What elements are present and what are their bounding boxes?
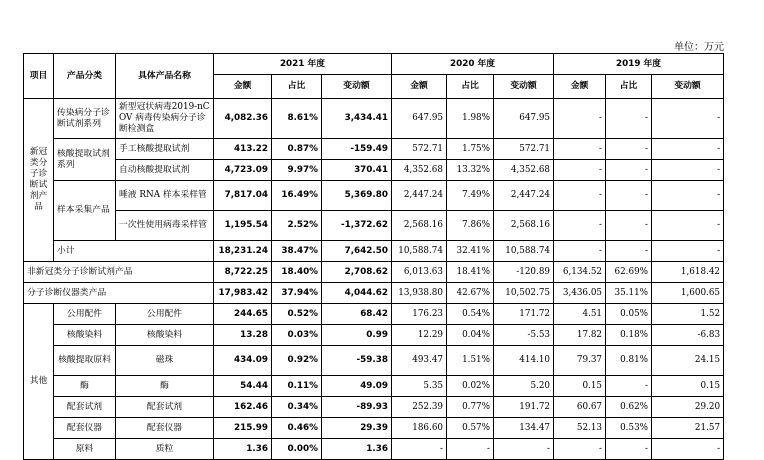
product-cell: 唾液 RNA 样本采样管 (116, 181, 214, 211)
table-row (24, 376, 724, 397)
change-2020: -5.53 (494, 325, 554, 346)
amount-2020: 493.47 (392, 346, 447, 376)
change-2019: - (652, 439, 724, 460)
amount-2019: 52.13 (554, 418, 606, 439)
category-cell: 配套试剂 (54, 397, 116, 418)
change-2021: 5,369.80 (322, 181, 392, 211)
ratio-2020: 1.51% (447, 346, 494, 376)
table-row (24, 397, 724, 418)
change-2021: 370.41 (322, 160, 392, 181)
product-cell: 自动核酸提取试剂 (116, 160, 214, 181)
product-cell: 一次性使用病毒采样管 (116, 211, 214, 241)
row-label: 分子诊断仪器类产品 (24, 283, 214, 304)
change-2021: 29.39 (322, 418, 392, 439)
ratio-2021: 9.97% (272, 160, 322, 181)
table-row (24, 304, 724, 325)
ratio-2020: - (447, 439, 494, 460)
ratio-2021: 0.52% (272, 304, 322, 325)
change-2020: 5.20 (494, 376, 554, 397)
ratio-2020: 7.86% (447, 211, 494, 241)
ratio-2021: 0.03% (272, 325, 322, 346)
amount-2019: - (554, 139, 606, 160)
amount-2019: 17.82 (554, 325, 606, 346)
change-2019: - (652, 139, 724, 160)
change-2021: 49.09 (322, 376, 392, 397)
change-2020: 572.71 (494, 139, 554, 160)
amount-2021: 162.46 (214, 397, 272, 418)
table-row (24, 418, 724, 439)
change-2021: 1.36 (322, 439, 392, 460)
change-2020: 10,502.75 (494, 283, 554, 304)
ratio-2020: 32.41% (447, 241, 494, 262)
category-cell: 配套仪器 (54, 418, 116, 439)
amount-2020: 176.23 (392, 304, 447, 325)
change-2020: 10,588.74 (494, 241, 554, 262)
category-cell: 传染病分子诊断试剂系列 (54, 99, 116, 139)
ratio-2021: 18.40% (272, 262, 322, 283)
change-2019: 24.15 (652, 346, 724, 376)
header-ratio-2020: 占比 (447, 75, 494, 99)
amount-2021: 17,983.42 (214, 283, 272, 304)
category-cell: 酶 (54, 376, 116, 397)
amount-2020: 4,352.68 (392, 160, 447, 181)
change-2019: - (652, 99, 724, 139)
ratio-2019: - (606, 241, 652, 262)
table-row (24, 283, 724, 304)
product-cell: 核酸染料 (116, 325, 214, 346)
amount-2021: 7,817.04 (214, 181, 272, 211)
header-2021: 2021 年度 (214, 54, 392, 75)
table-row (24, 325, 724, 346)
amount-2019: - (554, 160, 606, 181)
product-cell: 配套试剂 (116, 397, 214, 418)
product-cell: 质粒 (116, 439, 214, 460)
change-2020: 647.95 (494, 99, 554, 139)
ratio-2020: 1.98% (447, 99, 494, 139)
change-2019: 1,600.65 (652, 283, 724, 304)
revenue-table (23, 53, 724, 460)
change-2020: 2,568.16 (494, 211, 554, 241)
change-2019: - (652, 181, 724, 211)
header-amount-2020: 金额 (392, 75, 447, 99)
amount-2021: 244.65 (214, 304, 272, 325)
change-2020: 2,447.24 (494, 181, 554, 211)
ratio-2021: 37.94% (272, 283, 322, 304)
table-row (24, 346, 724, 376)
amount-2021: 8,722.25 (214, 262, 272, 283)
change-2020: -120.89 (494, 262, 554, 283)
row-label: 非新冠类分子诊断试剂产品 (24, 262, 214, 283)
change-2019: 1,618.42 (652, 262, 724, 283)
ratio-2019: 0.62% (606, 397, 652, 418)
ratio-2020: 1.75% (447, 139, 494, 160)
ratio-2019: - (606, 439, 652, 460)
amount-2021: 13.28 (214, 325, 272, 346)
change-2021: -59.38 (322, 346, 392, 376)
amount-2020: 13,938.80 (392, 283, 447, 304)
change-2021: 4,044.62 (322, 283, 392, 304)
change-2019: 0.15 (652, 376, 724, 397)
amount-2021: 18,231.24 (214, 241, 272, 262)
change-2021: 0.99 (322, 325, 392, 346)
amount-2019: 60.67 (554, 397, 606, 418)
amount-2019: 6,134.52 (554, 262, 606, 283)
amount-2020: 10,588.74 (392, 241, 447, 262)
ratio-2020: 0.54% (447, 304, 494, 325)
table-row (24, 262, 724, 283)
amount-2020: 6,013.63 (392, 262, 447, 283)
category-cell: 样本采集产品 (54, 181, 116, 241)
table-row (24, 439, 724, 460)
category-cell: 核酸提取原料 (54, 346, 116, 376)
amount-2020: - (392, 439, 447, 460)
header-row-years (24, 54, 724, 75)
ratio-2019: - (606, 99, 652, 139)
ratio-2020: 0.77% (447, 397, 494, 418)
header-2020: 2020 年度 (392, 54, 554, 75)
header-2019: 2019 年度 (554, 54, 724, 75)
amount-2020: 12.29 (392, 325, 447, 346)
amount-2019: - (554, 211, 606, 241)
amount-2021: 4,082.36 (214, 99, 272, 139)
ratio-2021: 0.87% (272, 139, 322, 160)
change-2020: 414.10 (494, 346, 554, 376)
ratio-2021: 16.49% (272, 181, 322, 211)
product-cell: 配套仪器 (116, 418, 214, 439)
change-2019: 29.20 (652, 397, 724, 418)
ratio-2020: 18.41% (447, 262, 494, 283)
ratio-2019: - (606, 376, 652, 397)
change-2020: 191.72 (494, 397, 554, 418)
ratio-2019: - (606, 160, 652, 181)
amount-2019: 79.37 (554, 346, 606, 376)
ratio-2020: 42.67% (447, 283, 494, 304)
table-row (24, 99, 724, 139)
table-row (24, 181, 724, 211)
amount-2021: 215.99 (214, 418, 272, 439)
amount-2020: 2,568.16 (392, 211, 447, 241)
header-change-2021: 变动额 (322, 75, 392, 99)
header-category: 产品分类 (54, 54, 116, 99)
change-2021: -89.93 (322, 397, 392, 418)
ratio-2019: 62.69% (606, 262, 652, 283)
amount-2019: - (554, 241, 606, 262)
change-2021: 68.42 (322, 304, 392, 325)
product-cell: 磁珠 (116, 346, 214, 376)
amount-2020: 252.39 (392, 397, 447, 418)
change-2019: - (652, 160, 724, 181)
header-product: 具体产品名称 (116, 54, 214, 99)
amount-2021: 434.09 (214, 346, 272, 376)
category-cell: 公用配件 (54, 304, 116, 325)
table-row (24, 139, 724, 160)
header-item: 项目 (24, 54, 54, 99)
product-cell: 酶 (116, 376, 214, 397)
ratio-2020: 13.32% (447, 160, 494, 181)
amount-2020: 186.60 (392, 418, 447, 439)
category-cell: 核酸染料 (54, 325, 116, 346)
ratio-2021: 0.11% (272, 376, 322, 397)
amount-2019: - (554, 99, 606, 139)
change-2019: 21.57 (652, 418, 724, 439)
change-2019: - (652, 241, 724, 262)
change-2021: 2,708.62 (322, 262, 392, 283)
ratio-2021: 0.46% (272, 418, 322, 439)
amount-2020: 572.71 (392, 139, 447, 160)
change-2020: - (494, 439, 554, 460)
change-2021: -1,372.62 (322, 211, 392, 241)
change-2020: 134.47 (494, 418, 554, 439)
header-amount-2019: 金额 (554, 75, 606, 99)
category-cell: 原料 (54, 439, 116, 460)
product-cell: 新型冠状病毒2019-nCOV 病毒传染病分子诊断检测盒 (116, 99, 214, 139)
header-amount-2021: 金额 (214, 75, 272, 99)
change-2021: 7,642.50 (322, 241, 392, 262)
amount-2020: 2,447.24 (392, 181, 447, 211)
subtotal-row (24, 241, 724, 262)
header-change-2019: 变动额 (652, 75, 724, 99)
ratio-2019: 0.53% (606, 418, 652, 439)
amount-2021: 54.44 (214, 376, 272, 397)
change-2021: 3,434.41 (322, 99, 392, 139)
ratio-2019: - (606, 211, 652, 241)
table-row (24, 211, 724, 241)
change-2021: -159.49 (322, 139, 392, 160)
ratio-2021: 0.00% (272, 439, 322, 460)
change-2020: 171.72 (494, 304, 554, 325)
header-ratio-2021: 占比 (272, 75, 322, 99)
amount-2021: 4,723.09 (214, 160, 272, 181)
amount-2021: 1.36 (214, 439, 272, 460)
ratio-2019: - (606, 181, 652, 211)
amount-2019: - (554, 181, 606, 211)
ratio-2019: 0.05% (606, 304, 652, 325)
group-covid-label: 新冠类分子诊断试剂产品 (24, 99, 54, 262)
ratio-2020: 0.57% (447, 418, 494, 439)
unit-label: 单位：万元 (674, 42, 724, 53)
product-cell: 手工核酸提取试剂 (116, 139, 214, 160)
product-cell: 公用配件 (116, 304, 214, 325)
amount-2019: 4.51 (554, 304, 606, 325)
amount-2021: 413.22 (214, 139, 272, 160)
amount-2020: 647.95 (392, 99, 447, 139)
change-2019: 1.52 (652, 304, 724, 325)
category-cell: 核酸提取试剂系列 (54, 139, 116, 181)
header-ratio-2019: 占比 (606, 75, 652, 99)
ratio-2020: 0.04% (447, 325, 494, 346)
ratio-2021: 2.52% (272, 211, 322, 241)
ratio-2019: 35.11% (606, 283, 652, 304)
ratio-2021: 0.34% (272, 397, 322, 418)
subtotal-label: 小计 (54, 241, 214, 262)
header-change-2020: 变动额 (494, 75, 554, 99)
amount-2019: 0.15 (554, 376, 606, 397)
ratio-2019: - (606, 139, 652, 160)
amount-2019: 3,436.05 (554, 283, 606, 304)
ratio-2021: 0.92% (272, 346, 322, 376)
change-2019: -6.83 (652, 325, 724, 346)
ratio-2019: 0.81% (606, 346, 652, 376)
table-row (24, 160, 724, 181)
ratio-2019: 0.18% (606, 325, 652, 346)
ratio-2020: 7.49% (447, 181, 494, 211)
group-other-label: 其他 (24, 304, 54, 460)
ratio-2021: 8.61% (272, 99, 322, 139)
ratio-2020: 0.02% (447, 376, 494, 397)
amount-2020: 5.35 (392, 376, 447, 397)
change-2020: 4,352.68 (494, 160, 554, 181)
ratio-2021: 38.47% (272, 241, 322, 262)
amount-2019: - (554, 439, 606, 460)
amount-2021: 1,195.54 (214, 211, 272, 241)
change-2019: - (652, 211, 724, 241)
